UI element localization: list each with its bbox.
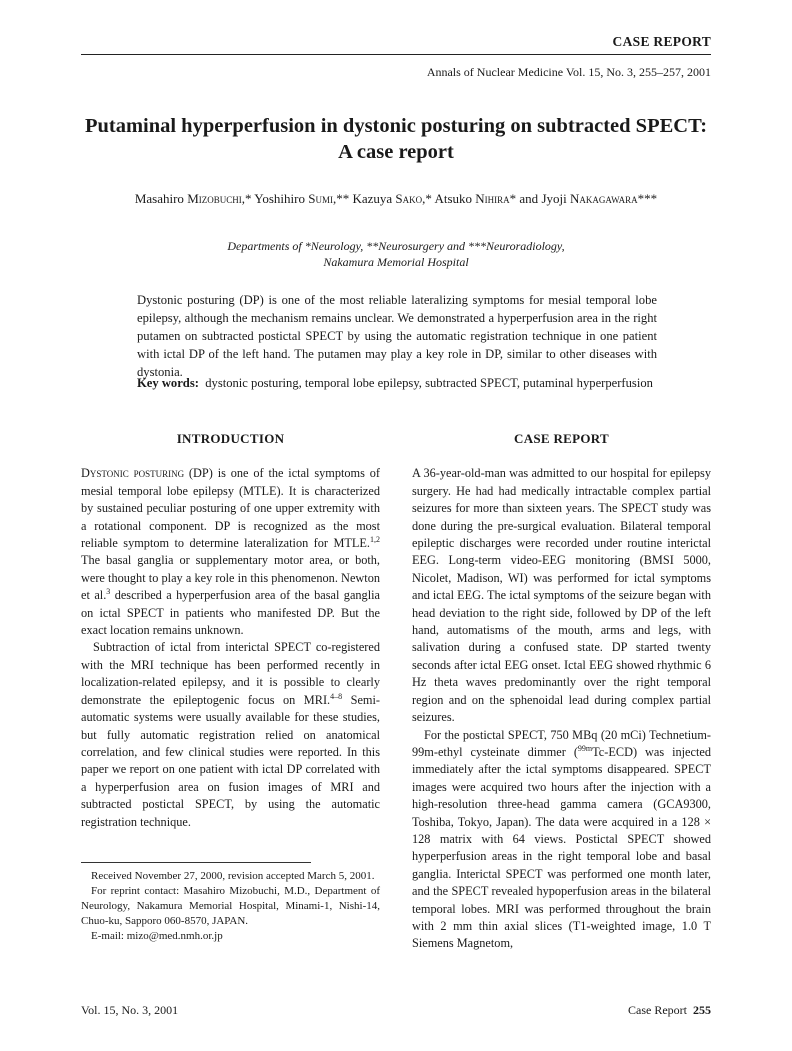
article-title <box>81 113 711 165</box>
author: Masahiro Mizobuchi,* <box>134 191 255 206</box>
author: Kazuya Sako,* <box>352 191 435 206</box>
introduction-paragraph-2: Subtraction of ictal from interictal SPECT co-registered with the MRI technique has been performed recently in localization-related epilepsy, and it is possible to clearly demonstrate the epileptogenic focus on MRI.$^{4-8}$ Semi-automatic systems were usually available for these studies, but fully automatic registration relied on anatomical correlation, and few clinical studies were reported. In this paper we report on one patient with ictal DP correlated with a hyperperfusion area on fusion images of MRI and subtracted postictal SPECT, by using the automatic registration technique. <box>81 640 381 829</box>
page-number: 255 <box>693 1003 711 1017</box>
author: Jyoji Nakagawara*** <box>541 191 658 206</box>
journal-citation: Annals of Nuclear Medicine Vol. 15, No. 3, 255–257, 2001 <box>426 65 711 79</box>
abstract: Dystonic posturing (DP) is one of the most reliable lateralizing symptoms for mesial temporal lobe epilepsy, although the mechanism remains unclear. We demonstrated a hyperperfusion area in the right putamen on subtracted postictal SPECT by using the automatic registration technique in one patient with ictal DP of the left hand. The putamen may play a key role in DP, similar to other diseases with dystonia. <box>137 293 657 379</box>
introduction-paragraph-1: Dystonic posturing (DP) is one of the ictal symptoms of mesial temporal lobe epilepsy (MTLE). It is characterized by sustained peculiar posturing of one upper extremity with a rotational component. DP is recognized as the most reliable symptom to determine lateralization for MTLE.$^{1,2}$ The basal ganglia or supplementary motor area, or both, were thought to play a key role in this phenomenon. Newton et al.$^3$ described a hyperperfusion area of the basal ganglia on ictal SPECT in patients who manifested DP. But the exact location remains unknown. <box>81 466 380 638</box>
title-line-1: Putaminal hyperperfusion in dystonic posturing on subtracted SPECT: <box>84 115 708 137</box>
left-column <box>81 430 380 831</box>
author: Atsuko Nihira* and <box>434 191 542 206</box>
affiliation <box>81 238 711 270</box>
section-tag: CASE REPORT <box>612 34 711 49</box>
author: Yoshihiro Sumi,** <box>254 191 353 206</box>
footnote-email: E-mail: mizo@med.nmh.or.jp <box>91 930 223 942</box>
right-column <box>412 430 711 953</box>
case-paragraph-2: For the postictal SPECT, 750 MBq (20 mCi) Technetium-99m-ethyl cysteinate dimmer ($^{99m}$Tc-ECD) was injected immediately after the ictal symptoms disappeared. SPECT images were acquired two hours after the injection with a high-resolution three-head gamma camera (GCA9300, Toshiba, Tokyo, Japan). The data were acquired in a 128 × 128 matrix with 64 views. Postictal SPECT showed hyperperfusion areas in the right temporal lobe and basal ganglia. Interictal SPECT was performed one month later, and the SPECT revealed hypoperfusion areas in the bilateral temporal lobes. MRI was performed throughout the brain with 2 mm thin axial slices (T1-weighted image, 1.0 T Siemens Magnetom, <box>412 727 711 951</box>
footnote-reprint: For reprint contact: Masahiro Mizobuchi, M.D., Department of Neurology, Nakamura Memorial Hospital, Minami-1, Nishi-14, Chuo-ku, Sapporo 060-8570, JAPAN. <box>81 885 380 927</box>
title-line-2: A case report <box>338 141 454 163</box>
footnote-received: Received November 27, 2000, revision accepted March 5, 2001. <box>91 870 375 882</box>
keywords-label: Key words: <box>137 376 199 390</box>
footer-volume: Vol. 15, No. 3, 2001 <box>81 1003 179 1017</box>
keywords <box>137 376 697 391</box>
footnote <box>81 862 380 944</box>
footer-label: Case Report <box>628 1003 687 1017</box>
footer-page <box>628 1003 711 1018</box>
header-rule <box>81 54 711 55</box>
footnote-rule <box>81 862 311 863</box>
affiliation-line-1: Departments of *Neurology, **Neurosurgery and ***Neuroradiology, <box>227 239 565 253</box>
keywords-text: dystonic posturing, temporal lobe epilepsy, subtracted SPECT, putaminal hyperperfusion <box>205 376 653 390</box>
case-paragraph-1: A 36-year-old-man was admitted to our hospital for epilepsy surgery. He had had medically intractable complex partial seizures for more than sixteen years. The SPECT study was done during the pre-surgical evaluation. Bilateral temporal epileptic discharges were recorded under routine interictal EEG. Long-term video-EEG monitoring (BMSI 5000, Nicolet, Madison, WI) was performed for ictal symptoms and ictal EEG. The ictal symptoms of the seizure began with head deviation to the right side, followed by DP of the left hand, automatisms of the mouth, arms and legs, with salivation during a confused state. DP started twenty seconds after ictal EEG onset. Ictal EEG showed rhythmic 6 Hz theta waves predominantly over the right temporal region and on the sphenoidal lead during complex partial seizures. <box>412 466 711 725</box>
author-list <box>81 191 711 207</box>
affiliation-line-2: Nakamura Memorial Hospital <box>323 255 469 269</box>
case-report-heading: CASE REPORT <box>514 431 609 446</box>
introduction-heading: INTRODUCTION <box>176 431 285 446</box>
